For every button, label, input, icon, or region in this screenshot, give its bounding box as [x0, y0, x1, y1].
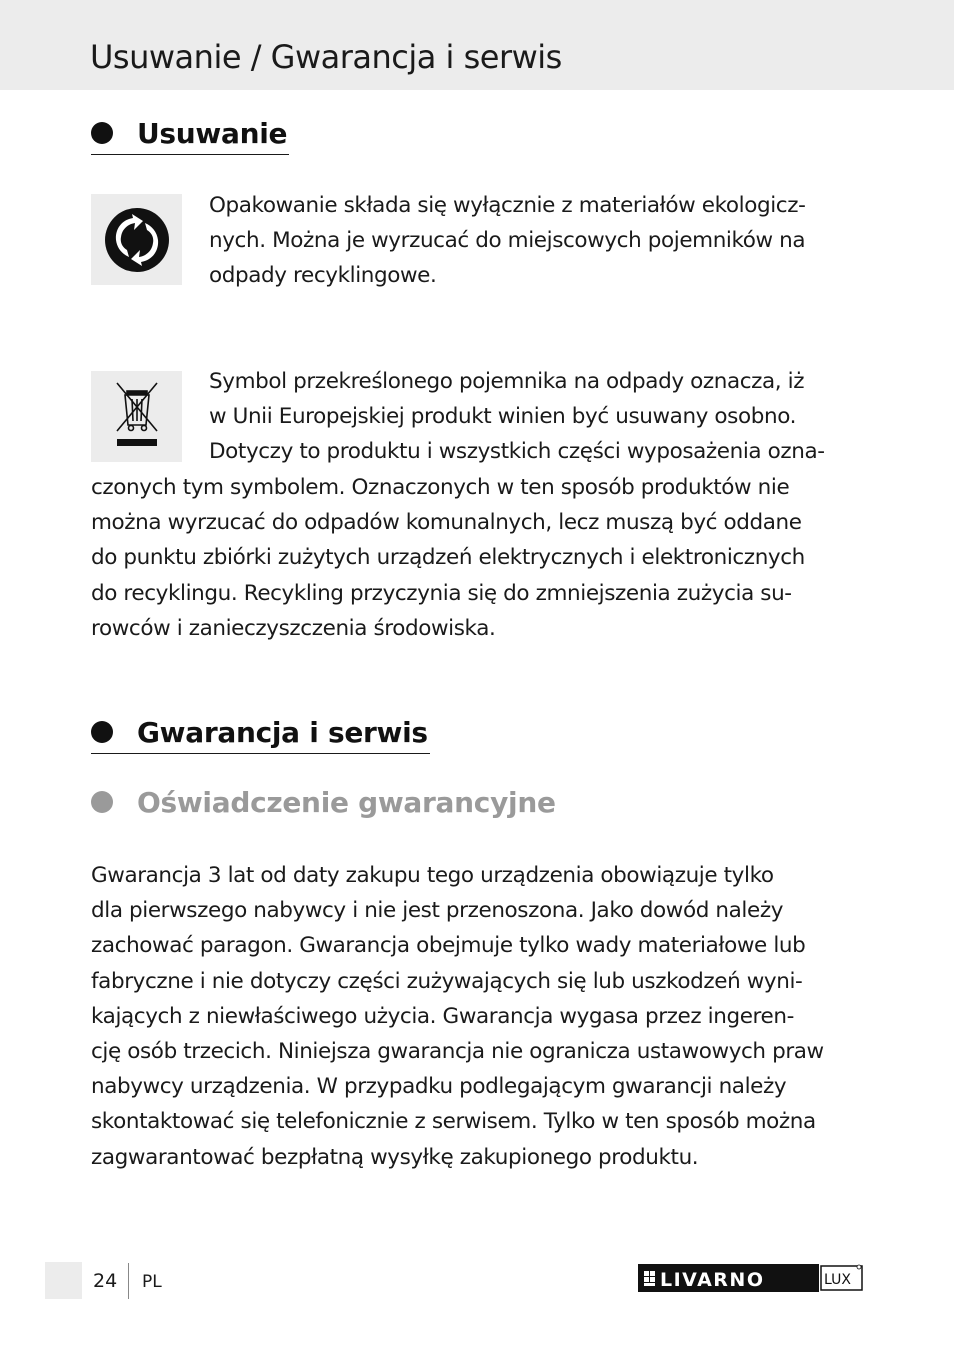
text-line: Dotyczy to produktu i wszystkich części wyposażenia ozna- — [209, 439, 825, 465]
text-line: czonych tym symbolem. Oznaczonych w ten sposób produktów nie — [91, 475, 790, 500]
page-language: PL — [142, 1272, 162, 1292]
page-title: Usuwanie / Gwarancja i serwis — [90, 38, 562, 76]
text-line: rowców i zanieczyszczenia środowiska. — [91, 615, 496, 641]
text-line: zagwarantować bezpłatną wysyłkę zakupionego produktu. — [91, 1144, 699, 1170]
section-heading-warranty — [91, 711, 430, 754]
footer-marker — [45, 1262, 82, 1299]
bullet-icon — [91, 122, 113, 144]
text-line: Symbol przekreślonego pojemnika na odpady oznacza, iż — [209, 369, 805, 394]
subsection-title: Oświadczenie gwarancyjne — [137, 785, 556, 819]
bullet-icon — [91, 791, 113, 813]
warranty-paragraph — [91, 858, 824, 1175]
weee-paragraph-indented — [209, 364, 825, 470]
bullet-icon — [91, 721, 113, 743]
weee-paragraph-full — [91, 470, 805, 646]
footer-divider — [128, 1263, 129, 1299]
text-line: zachować paragon. Gwarancja obejmuje tylko wady materiałowe lub — [91, 933, 806, 959]
text-line: w Unii Europejskiej produkt winien być usuwany osobno. — [209, 404, 797, 430]
section-title-disposal: Usuwanie — [137, 116, 288, 150]
text-line: cję osób trzecich. Niniejsza gwarancja nie ogranicza ustawowych praw — [91, 1039, 824, 1065]
section-heading-disposal — [91, 112, 289, 155]
page-number: 24 — [93, 1270, 118, 1292]
text-line: dla pierwszego nabywcy i nie jest przenoszona. Jako dowód należy — [91, 898, 784, 924]
text-line: Gwarancja 3 lat od daty zakupu tego urządzenia obowiązuje tylko — [91, 863, 774, 888]
logo-suffix-text: LUX — [824, 1272, 851, 1288]
text-line: nabywcy urządzenia. W przypadku podlegającym gwarancji należy — [91, 1074, 787, 1100]
text-line: Opakowanie składa się wyłącznie z materiałów ekologicz- — [209, 193, 806, 218]
text-line: do punktu zbiórki zużytych urządzeń elektrycznych i elektronicznych — [91, 545, 805, 571]
crossed-out-wheelie-bin-icon — [91, 371, 182, 462]
text-line: do recyklingu. Recykling przyczynia się do zmniejszenia zużycia su- — [91, 580, 792, 606]
text-line: można wyrzucać do odpadów komunalnych, lecz muszą być oddane — [91, 510, 802, 536]
text-line: fabryczne i nie dotyczy części zużywających się lub uszkodzeń wyni- — [91, 968, 803, 994]
packaging-paragraph — [209, 188, 805, 294]
text-line: skontaktować się telefonicznie z serwisem. Tylko w ten sposób można — [91, 1109, 816, 1135]
livarno-lux-logo — [638, 1264, 863, 1292]
text-line: nych. Można je wyrzucać do miejscowych pojemników na — [209, 228, 806, 254]
section-title-warranty: Gwarancja i serwis — [137, 715, 428, 749]
subsection-heading-warranty-statement — [91, 782, 556, 822]
recycling-green-dot-icon — [91, 194, 182, 285]
text-line: odpady recyklingowe. — [209, 263, 437, 289]
logo-main-text: LIVARNO — [660, 1269, 765, 1291]
text-line: kających z niewłaściwego użycia. Gwarancja wygasa przez ingeren- — [91, 1003, 794, 1029]
